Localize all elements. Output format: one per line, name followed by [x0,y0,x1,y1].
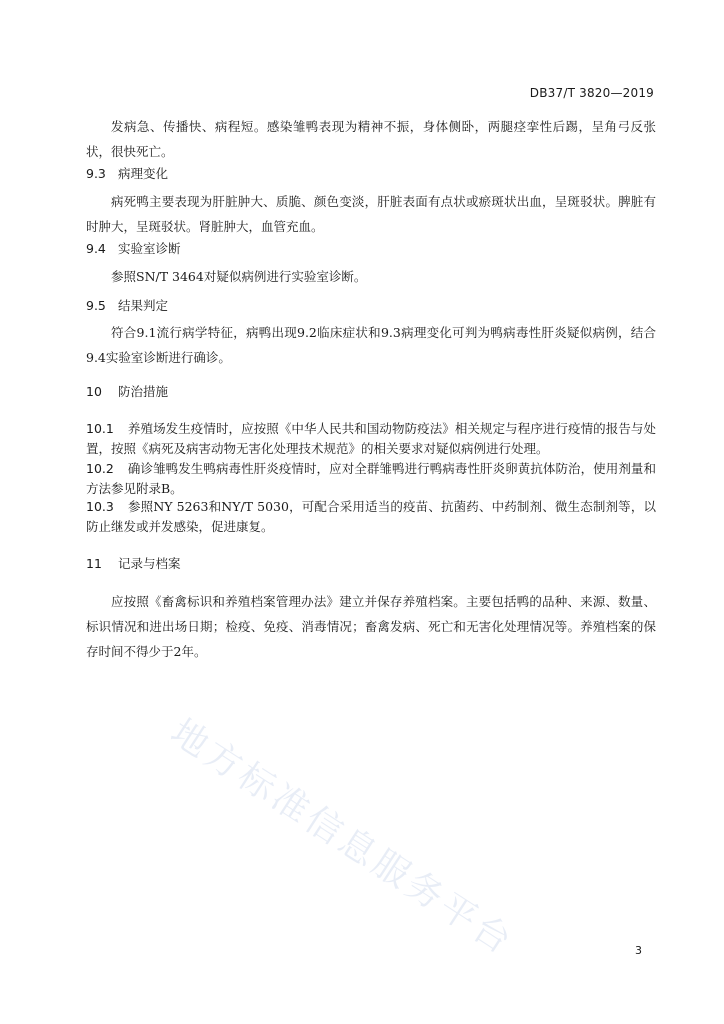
section-title: 实验室诊断 [118,241,181,256]
page-number: 3 [635,944,642,957]
section-number: 10 [86,384,102,399]
section-heading-11 [86,554,181,574]
section-heading-9-4 [86,239,181,259]
paragraph-clinical-signs: 发病急、传播快、病程短。感染雏鸭表现为精神不振，身体侧卧，两腿痉挛性后踢，呈角弓反张状，很快死亡。 [86,119,656,159]
section-title: 记录与档案 [118,556,181,571]
section-number: 9.5 [86,298,106,313]
paragraph-result-judgement: 符合9.1流行病学特征，病鸭出现9.2临床症状和9.3病理变化可判为鸭病毒性肝炎疑似病例，结合9.4实验室诊断进行确诊。 [86,325,656,365]
section-title: 病理变化 [118,166,169,181]
clause-number: 10.3 [86,499,114,514]
clause-10-3 [86,497,656,537]
section-heading-10 [86,382,168,402]
clause-text: 养殖场发生疫情时，应按照《中华人民共和国动物防疫法》相关规定与程序进行疫情的报告与处置，按照《病死及病害动物无害化处理技术规范》的相关要求对疑似病例进行处理。 [86,421,656,456]
clause-text: 确诊雏鸭发生鸭病毒性肝炎疫情时，应对全群雏鸭进行鸭病毒性肝炎卵黄抗体防治，使用剂量和方法参见附录B。 [86,461,656,496]
clause-text: 参照NY 5263和NY/T 5030，可配合采用适当的疫苗、抗菌药、中药制剂、微生态制剂等，以防止继发或并发感染，促进康复。 [86,499,656,534]
clause-10-2 [86,459,656,499]
section-heading-9-5 [86,296,168,316]
paragraph-pathology: 病死鸭主要表现为肝脏肿大、质脆、颜色变淡，肝脏表面有点状或瘀斑状出血，呈斑驳状。脾脏有时肿大，呈斑驳状。肾脏肿大，血管充血。 [86,194,656,234]
document-code: DB37/T 3820—2019 [529,86,654,100]
section-number: 9.4 [86,241,106,256]
section-heading-9-3 [86,164,168,184]
section-number: 11 [86,556,102,571]
clause-number: 10.2 [86,461,114,476]
paragraph-lab-diagnosis: 参照SN/T 3464对疑似病例进行实验室诊断。 [111,269,367,284]
paragraph-records: 应按照《畜禽标识和养殖档案管理办法》建立并保存养殖档案。主要包括鸭的品种、来源、数量、标识情况和进出场日期；检疫、免疫、消毒情况；畜禽发病、死亡和无害化处理情况等。养殖档案的保存时间不得少于2年。 [86,594,656,659]
clause-number: 10.1 [86,421,114,436]
watermark-text: 地方标准信息服务平台 [163,711,522,964]
section-title: 防治措施 [118,384,169,399]
section-number: 9.3 [86,166,106,181]
clause-10-1 [86,419,656,459]
section-title: 结果判定 [118,298,169,313]
